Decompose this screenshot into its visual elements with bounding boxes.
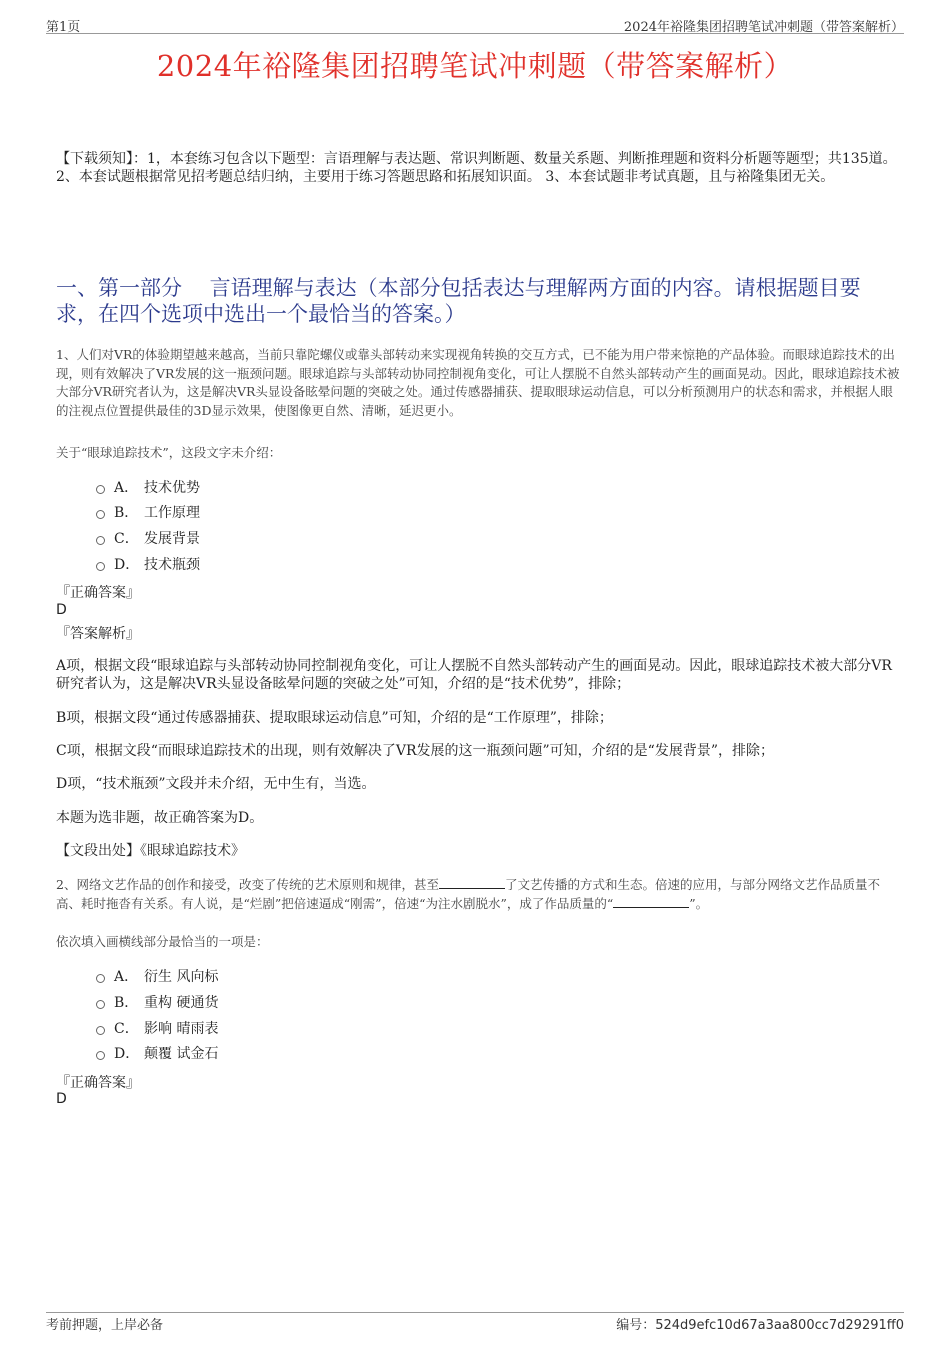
option-letter: A． <box>114 480 139 496</box>
option-text: 技术瓶颈 <box>144 557 200 573</box>
header-doc-title: 2024年裕隆集团招聘笔试冲刺题（带答案解析） <box>623 20 904 35</box>
analysis-c: C项，根据文段“而眼球追踪技术的出现，则有效解决了VR发展的这一瓶颈问题”可知，介绍的是“发展背景”，排除； <box>56 743 774 759</box>
question-2-text-a: 2、网络文艺作品的创作和接受，改变了传统的艺术原则和规律，甚至 <box>56 877 439 892</box>
footer-divider <box>46 1312 904 1313</box>
page-number: 第1页 <box>46 20 81 35</box>
option-letter: C． <box>114 531 139 547</box>
option-text: 发展背景 <box>144 531 200 547</box>
radio-icon[interactable] <box>96 485 105 494</box>
question-2-prompt: 依次填入画横线部分最恰当的一项是： <box>56 934 269 949</box>
footer-slogan: 考前押题，上岸必备 <box>46 1318 164 1333</box>
section-heading: 一、第一部分 言语理解与表达（本部分包括表达与理解两方面的内容。请根据题目要求，在四个选项中选出一个最恰当的答案。） <box>56 276 861 326</box>
option-letter: D． <box>114 557 140 573</box>
option-letter: A． <box>114 969 139 985</box>
option-text: 衍生 风向标 <box>144 969 219 985</box>
question-1-option-c[interactable] <box>96 528 200 548</box>
analysis-b: B项，根据文段“通过传感器捕获、提取眼球运动信息”可知，介绍的是“工作原理”，排除； <box>56 710 613 726</box>
document-code <box>616 1314 904 1333</box>
question-2-text-b: 了文艺传播的方式和生态。倍速的应用，与部分网络文艺作品质量不高、耗时拖沓有关系。有人说，是“烂剧”把倍速逼成“刚需”，倍速“为注水剧脱水”，成了作品质量的“ <box>56 877 880 911</box>
correct-answer: D <box>56 602 67 618</box>
radio-icon[interactable] <box>96 562 105 571</box>
question-2-text-c: ”。 <box>689 895 709 911</box>
option-text: 重构 硬通货 <box>144 995 219 1011</box>
question-1-text: 1、人们对VR的体验期望越来越高，当前只靠陀螺仪或靠头部转动来实现视角转换的交互方式，已不能为用户带来惊艳的产品体验。而眼球追踪技术的出现，则有效解决了VR发展的这一瓶颈问题。眼球追踪与头部转动协同控制视角变化，可让人摆脱不自然头部转动产生的画面晃动。因此，眼球追踪技术被大部分VR研究者认为，这是解决VR头显设备眩晕问题的突破之处。通过传感器捕获、提取眼球运动信息，可以分析预测用户的状态和需求，并根据人眼的注视点位置提供最佳的3D显示效果，使图像更自然、清晰，延迟更小。 <box>56 347 900 418</box>
document-code-value: 524d9efc10d67a3aa800cc7d29291ff0 <box>655 1318 904 1333</box>
page-title: 2024年裕隆集团招聘笔试冲刺题（带答案解析） <box>156 49 794 83</box>
option-text: 颠覆 试金石 <box>144 1046 219 1062</box>
question-2-option-c[interactable] <box>96 1018 218 1038</box>
option-letter: D． <box>114 1046 140 1062</box>
option-text: 影响 晴雨表 <box>144 1021 219 1037</box>
correct-answer-label: 『正确答案』 <box>56 585 140 601</box>
source-citation: 【文段出处】《眼球追踪技术》 <box>56 843 245 859</box>
header-divider <box>46 33 904 34</box>
question-1-option-d[interactable] <box>96 554 200 574</box>
question-2-option-b[interactable] <box>96 992 218 1012</box>
option-letter: C． <box>114 1021 139 1037</box>
option-text: 工作原理 <box>144 505 200 521</box>
question-2-text <box>56 876 902 913</box>
analysis-a: A项，根据文段“眼球追踪与头部转动协同控制视角变化，可让人摆脱不自然头部转动产生的画面晃动。因此，眼球追踪技术被大部分VR研究者认为，这是解决VR头显设备眩晕问题的突破之处”可知，介绍的是“技术优势”，排除； <box>56 658 892 692</box>
question-1-prompt: 关于“眼球追踪技术”，这段文字未介绍： <box>56 445 282 460</box>
radio-icon[interactable] <box>96 510 105 519</box>
radio-icon[interactable] <box>96 1051 105 1060</box>
download-notice: 【下载须知】：1，本套练习包含以下题型：言语理解与表达题、常识判断题、数量关系题、判断推理题和资料分析题等题型；共135道。 2、本套试题根据常见招考题总结归纳，主要用于练习答题思路和拓展知识面。 3、本套试题非考试真题，且与裕隆集团无关。 <box>56 151 897 185</box>
correct-answer-label: 『正确答案』 <box>56 1075 140 1091</box>
question-1-option-b[interactable] <box>96 502 200 522</box>
radio-icon[interactable] <box>96 536 105 545</box>
option-letter: B． <box>114 995 139 1011</box>
option-text: 技术优势 <box>144 480 200 496</box>
document-code-label: 编号： <box>616 1318 656 1333</box>
analysis-conclusion: 本题为选非题，故正确答案为D。 <box>56 810 264 826</box>
question-1-option-a[interactable] <box>96 477 200 497</box>
option-letter: B． <box>114 505 139 521</box>
radio-icon[interactable] <box>96 974 105 983</box>
analysis-d: D项，“技术瓶颈”文段并未介绍，无中生有，当选。 <box>56 776 376 792</box>
radio-icon[interactable] <box>96 1026 105 1035</box>
fill-blank-1 <box>439 876 505 889</box>
correct-answer: D <box>56 1091 67 1107</box>
question-2-option-d[interactable] <box>96 1043 218 1063</box>
fill-blank-2 <box>613 895 689 908</box>
analysis-label: 『答案解析』 <box>56 626 140 642</box>
question-2-option-a[interactable] <box>96 966 218 986</box>
radio-icon[interactable] <box>96 1000 105 1009</box>
